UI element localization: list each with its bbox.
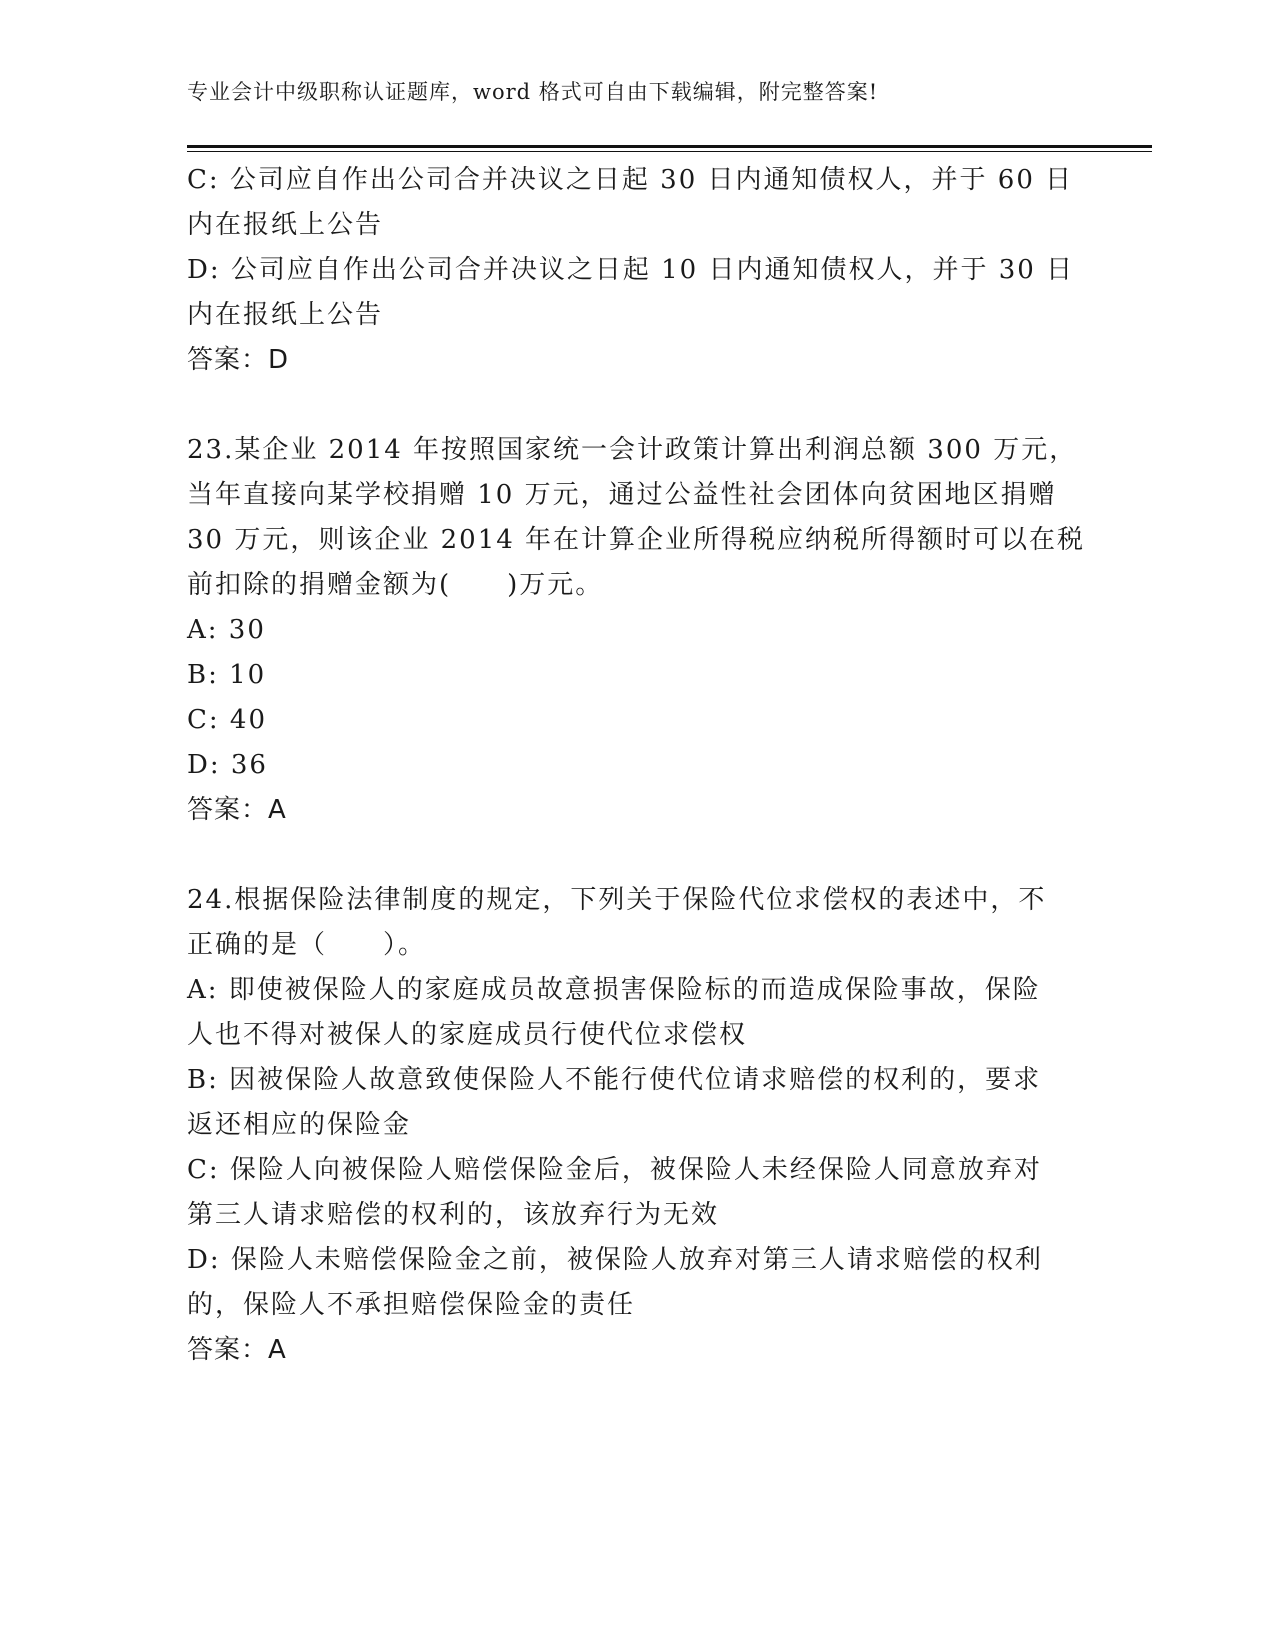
stem-line: 正确的是（ ）。	[187, 930, 427, 960]
option-line: 返还相应的保险金	[187, 1110, 412, 1140]
stem-line: 30 万元，则该企业 2014 年在计算企业所得税应纳税所得额时可以在税	[187, 525, 1086, 555]
option-line: C: 公司应自作出公司合并决议之日起 30 日内通知债权人，并于 60 日	[187, 165, 1074, 195]
option-c	[187, 158, 1087, 248]
option-c: C: 40	[187, 705, 268, 735]
header-rule-thin	[187, 151, 1152, 152]
header-rule-thick	[187, 145, 1152, 148]
option-line: D: 保险人未赔偿保险金之前，被保险人放弃对第三人请求赔偿的权利	[187, 1245, 1043, 1275]
option-line: A: 即使被保险人的家庭成员故意损害保险标的而造成保险事故，保险	[187, 975, 1041, 1005]
option-b: B: 10	[187, 660, 267, 690]
question-stem	[187, 878, 1087, 968]
option-b	[187, 1058, 1087, 1148]
option-a: A: 30	[187, 615, 266, 645]
option-line: B: 因被保险人故意致使保险人不能行使代位请求赔偿的权利的，要求	[187, 1065, 1042, 1095]
question-23	[187, 428, 1087, 833]
stem-line: 24.根据保险法律制度的规定，下列关于保险代位求偿权的表述中，不	[187, 885, 1047, 915]
stem-line: 前扣除的捐赠金额为( )万元。	[187, 570, 604, 600]
option-line: 人也不得对被保人的家庭成员行使代位求偿权	[187, 1020, 748, 1050]
option-c	[187, 1148, 1087, 1238]
spacer	[187, 383, 1087, 428]
answer-label: 答案：D	[187, 345, 290, 375]
option-line: C: 保险人向被保险人赔偿保险金后，被保险人未经保险人同意放弃对	[187, 1155, 1042, 1185]
option-d	[187, 1238, 1087, 1328]
answer-label: 答案：A	[187, 1335, 287, 1365]
spacer	[187, 833, 1087, 878]
stem-line: 23.某企业 2014 年按照国家统一会计政策计算出利润总额 300 万元，	[187, 435, 1078, 465]
question-content	[187, 158, 1087, 1373]
stem-line: 当年直接向某学校捐赠 10 万元，通过公益性社会团体向贫困地区捐赠	[187, 480, 1057, 510]
page-header: 专业会计中级职称认证题库，word 格式可自由下载编辑，附完整答案!	[187, 80, 879, 104]
option-d: D: 36	[187, 750, 268, 780]
option-line: 内在报纸上公告	[187, 300, 384, 330]
question-stem	[187, 428, 1087, 608]
question-22-tail	[187, 158, 1087, 383]
option-line: D: 公司应自作出公司合并决议之日起 10 日内通知债权人，并于 30 日	[187, 255, 1075, 285]
answer-label: 答案：A	[187, 795, 287, 825]
option-d	[187, 248, 1087, 338]
question-24	[187, 878, 1087, 1373]
option-line: 内在报纸上公告	[187, 210, 384, 240]
option-line: 的，保险人不承担赔偿保险金的责任	[187, 1290, 636, 1320]
option-line: 第三人请求赔偿的权利的，该放弃行为无效	[187, 1200, 720, 1230]
option-a	[187, 968, 1087, 1058]
